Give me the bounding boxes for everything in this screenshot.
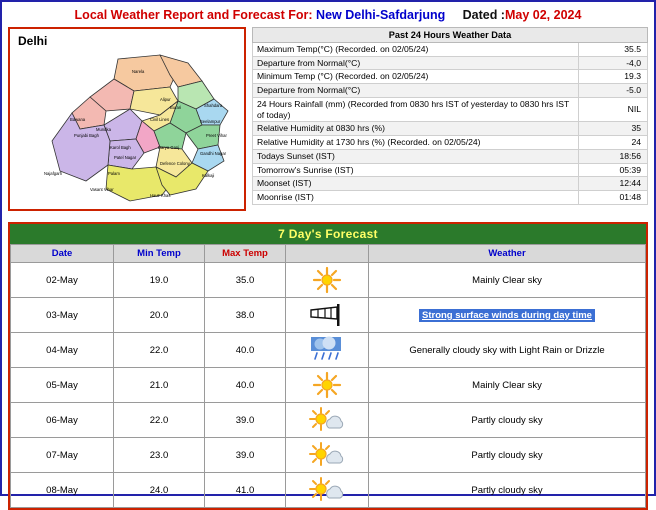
table-row [11, 298, 646, 333]
row-label: Minimum Temp (°C) (Recorded. on 02/05/24) [253, 70, 579, 84]
table-row [11, 403, 646, 438]
title-lead: Local Weather Report and Forecast For: [74, 8, 313, 22]
map-town-label: Narela [132, 69, 145, 74]
map-town-label: Palam [108, 171, 120, 176]
sun-cloud-icon [307, 441, 347, 469]
map-town-label: Gandhi Nagar [200, 151, 227, 156]
map-town-label: Burari [170, 105, 182, 110]
forecast-weather-cell [369, 298, 646, 333]
forecast-icon-cell [286, 263, 369, 298]
delhi-map [8, 27, 246, 211]
map-town-label: Karol Bagh [110, 145, 131, 150]
map-town-label: Punjabi Bagh [74, 133, 99, 138]
forecast-weather: Mainly Clear sky [369, 263, 646, 298]
forecast-weather: Partly cloudy sky [369, 403, 646, 438]
row-label: Maximum Temp(°C) (Recorded. on 02/05/24) [253, 43, 579, 57]
table-row [11, 368, 646, 403]
upper-section [2, 27, 654, 217]
table-row [11, 333, 646, 368]
map-town-label: Darya Ganj [158, 145, 180, 150]
table-row [253, 84, 648, 98]
row-label: 24 Hours Rainfall (mm) (Recorded from 0830 hrs IST of yesterday to 0830 hrs IST of today) [253, 97, 579, 121]
forecast-max-temp: 39.0 [205, 403, 286, 438]
row-value: 24 [579, 136, 648, 150]
map-town-label: Seelampur [200, 119, 221, 124]
forecast-max-temp: 41.0 [205, 473, 286, 508]
map-town-label: Hauz Khas [150, 193, 171, 198]
row-value: -5.0 [579, 84, 648, 98]
forecast-min-temp: 20.0 [114, 298, 205, 333]
table-row [253, 177, 648, 191]
past-24-hours-panel [252, 27, 648, 211]
row-label: Relative Humidity at 0830 hrs (%) [253, 122, 579, 136]
title-dated-label: Dated : [462, 8, 505, 22]
sun-cloud-icon [307, 406, 347, 434]
sun-icon [310, 266, 344, 294]
windsock-icon [307, 302, 347, 328]
past-24-hours-table [252, 27, 648, 205]
forecast-max-temp: 35.0 [205, 263, 286, 298]
table-row [253, 70, 648, 84]
table-row [253, 56, 648, 70]
table-row [253, 97, 648, 121]
row-value: 05:39 [579, 163, 648, 177]
row-value: 12:44 [579, 177, 648, 191]
map-title: Delhi [18, 34, 48, 48]
row-label: Moonset (IST) [253, 177, 579, 191]
rain-cloud-icon [307, 335, 347, 365]
forecast-date: 07-May [11, 438, 114, 473]
forecast-max-temp: 40.0 [205, 333, 286, 368]
row-label: Todays Sunset (IST) [253, 149, 579, 163]
forecast-table [10, 244, 646, 508]
forecast-min-temp: 23.0 [114, 438, 205, 473]
row-value: 35.5 [579, 43, 648, 57]
row-label: Moonrise (IST) [253, 191, 579, 205]
title-dated-value: May 02, 2024 [504, 8, 582, 22]
map-town-label: Alipur [160, 97, 171, 102]
forecast-weather: Partly cloudy sky [369, 438, 646, 473]
map-town-label: Defence Colony [160, 161, 190, 166]
forecast-icon-cell [286, 403, 369, 438]
table-row [253, 149, 648, 163]
row-value: 19.3 [579, 70, 648, 84]
col-header-max-temp: Max Temp [205, 245, 286, 263]
page-title [2, 2, 654, 27]
forecast-min-temp: 19.0 [114, 263, 205, 298]
row-value: NIL [579, 97, 648, 121]
title-station: New Delhi-Safdarjung [316, 8, 446, 22]
forecast-icon-cell [286, 473, 369, 508]
table-row [253, 122, 648, 136]
row-label: Relative Humidity at 1730 hrs (%) (Recorded. on 02/05/24) [253, 136, 579, 150]
forecast-weather: Mainly Clear sky [369, 368, 646, 403]
row-value: -4,0 [579, 56, 648, 70]
forecast-weather: Partly cloudy sky [369, 473, 646, 508]
map-town-label: Shahdara [204, 103, 223, 108]
col-header-min-temp: Min Temp [114, 245, 205, 263]
map-town-label: Preet Vihar [206, 133, 227, 138]
map-town-label: Bawana [70, 117, 86, 122]
forecast-date: 03-May [11, 298, 114, 333]
sun-icon [310, 371, 344, 399]
forecast-max-temp: 38.0 [205, 298, 286, 333]
table-row [253, 136, 648, 150]
forecast-icon-cell [286, 438, 369, 473]
forecast-icon-cell [286, 298, 369, 333]
table-row [11, 263, 646, 298]
map-town-label: Patel Nagar [114, 155, 137, 160]
forecast-min-temp: 24.0 [114, 473, 205, 508]
table-row [11, 473, 646, 508]
col-header-date: Date [11, 245, 114, 263]
forecast-max-temp: 39.0 [205, 438, 286, 473]
table-row [253, 163, 648, 177]
forecast-min-temp: 22.0 [114, 403, 205, 438]
table-row [253, 43, 648, 57]
row-label: Departure from Normal(°C) [253, 56, 579, 70]
forecast-date: 04-May [11, 333, 114, 368]
forecast-max-temp: 40.0 [205, 368, 286, 403]
map-town-label: Mundka [96, 127, 111, 132]
row-value: 01:48 [579, 191, 648, 205]
forecast-date: 08-May [11, 473, 114, 508]
map-town-label: Vasant Vihar [90, 187, 114, 192]
forecast-icon-cell [286, 368, 369, 403]
forecast-weather: Generally cloudy sky with Light Rain or Drizzle [369, 333, 646, 368]
forecast-panel [8, 222, 648, 510]
row-value: 18:56 [579, 149, 648, 163]
table-row [11, 438, 646, 473]
map-town-label: Civil Lines [150, 117, 170, 122]
row-value: 35 [579, 122, 648, 136]
forecast-date: 05-May [11, 368, 114, 403]
row-label: Tomorrow's Sunrise (IST) [253, 163, 579, 177]
forecast-date: 02-May [11, 263, 114, 298]
forecast-min-temp: 22.0 [114, 333, 205, 368]
map-town-label: Kalkaji [202, 173, 215, 178]
forecast-weather-highlighted: Strong surface winds during day time [419, 309, 595, 322]
row-label: Departure from Normal(°C) [253, 84, 579, 98]
forecast-min-temp: 21.0 [114, 368, 205, 403]
col-header-weather: Weather [369, 245, 646, 263]
sun-cloud-icon [307, 476, 347, 504]
past-24-header: Past 24 Hours Weather Data [253, 28, 648, 43]
col-header-icon [286, 245, 369, 263]
map-town-label: Najafgarh [44, 171, 63, 176]
table-row [253, 191, 648, 205]
forecast-date: 06-May [11, 403, 114, 438]
forecast-icon-cell [286, 333, 369, 368]
forecast-title: 7 Day's Forecast [10, 224, 646, 244]
